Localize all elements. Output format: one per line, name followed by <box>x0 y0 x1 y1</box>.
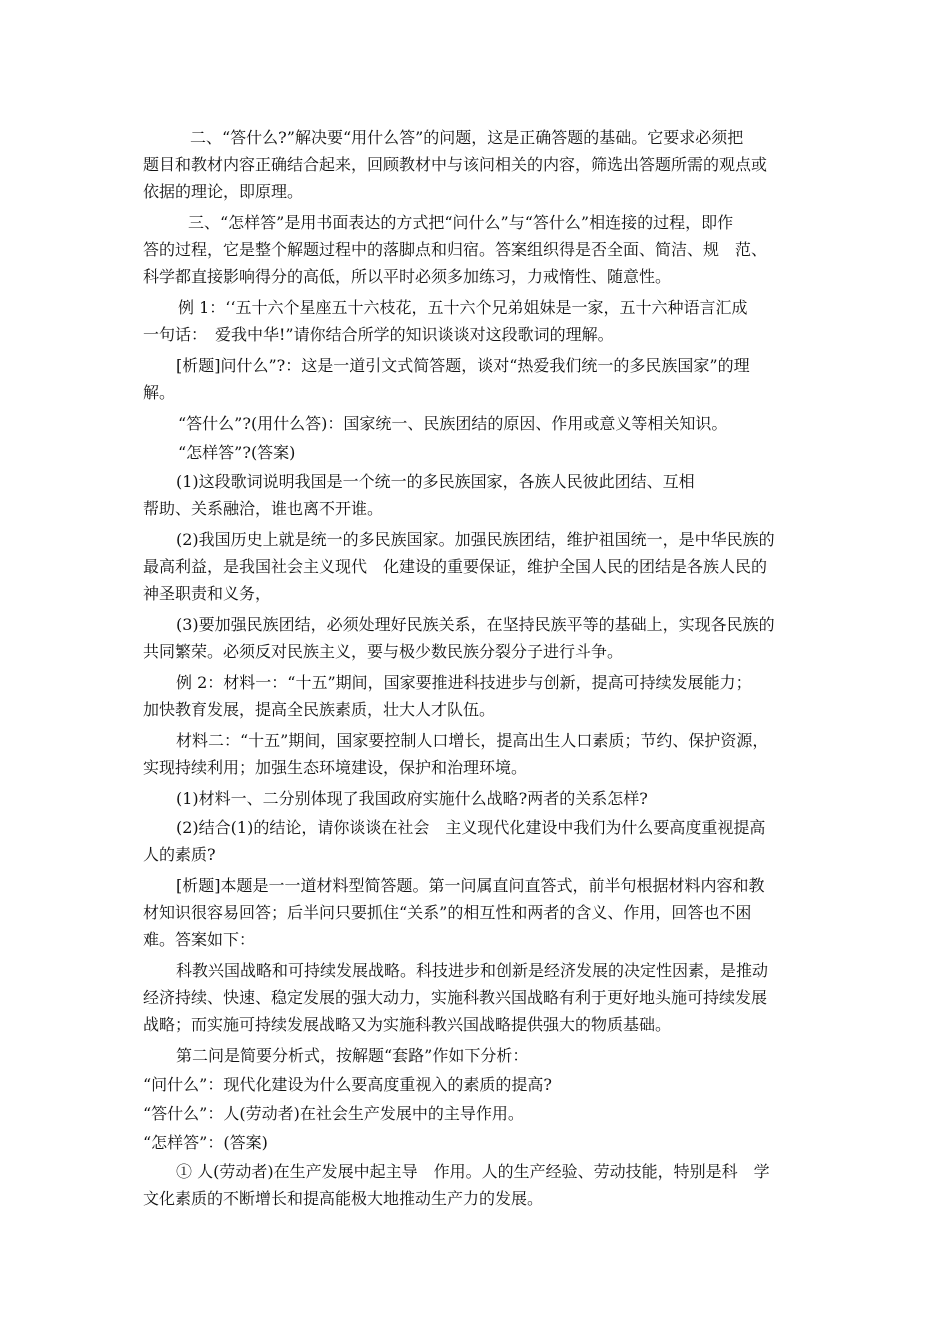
text-line: (3)要加强民族团结，必须处理好民族关系，在坚持民族平等的基础上，实现各民族的 <box>176 615 775 634</box>
text-line: 第二问是简要分析式，按解题“套路”作如下分析： <box>176 1046 529 1065</box>
text-line: 解。 <box>143 383 176 402</box>
text-line: 材知识很容易回答；后半问只要抓住“关系”的相互性和两者的含义、作用，回答也不困 <box>143 903 752 922</box>
text-line: 三、“怎样答”是用书面表达的方式把“问什么”与“答什么”相连接的过程，即作 <box>188 213 734 232</box>
text-line: 科学都直接影响得分的高低，所以平时必须多加练习，力戒惰性、随意性。 <box>143 267 672 286</box>
text-line: 神圣职责和义务， <box>143 584 272 603</box>
text-line: “答什么”?(用什么答)：国家统一、民族团结的原因、作用或意义等相关知识。 <box>178 414 728 433</box>
text-line: 材料二：“十五”期间，国家要控制人口增长，提高出生人口素质；节约、保护资源， <box>176 731 769 750</box>
text-line: 题目和教材内容正确结合起来，回顾教材中与该问相关的内容，筛选出答题所需的观点或 <box>143 155 768 174</box>
text-line: 加快教育发展，提高全民族素质，壮大人才队伍。 <box>143 700 496 719</box>
text-line: 例 1：‘‘五十六个星座五十六枝花，五十六个兄弟姐妹是一家，五十六种语言汇成 <box>178 298 748 317</box>
text-line: “问什么”：现代化建设为什么要高度重视入的素质的提高? <box>143 1075 552 1094</box>
text-line: (1)这段歌词说明我国是一个统一的多民族国家，各族人民彼此团结、互相 <box>176 472 695 491</box>
text-line: ① 人(劳动者)在生产发展中起主导 作用。人的生产经验、劳动技能，特别是科 学 <box>176 1162 770 1181</box>
text-line: 实现持续利用；加强生态环境建设，保护和治理环境。 <box>143 758 528 777</box>
text-line: (2)我国历史上就是统一的多民族国家。加强民族团结，维护祖国统一，是中华民族的 <box>176 530 775 549</box>
text-line: 科教兴国战略和可持续发展战略。科技进步和创新是经济发展的决定性因素，是推动 <box>176 961 769 980</box>
text-line: (1)材料一、二分别体现了我国政府实施什么战略?两者的关系怎样? <box>176 789 648 808</box>
text-line: 文化素质的不断增长和提高能极大地推动生产力的发展。 <box>143 1189 544 1208</box>
text-line: 难。答案如下： <box>143 930 256 949</box>
text-line: “答什么”：人(劳动者)在社会生产发展中的主导作用。 <box>143 1104 524 1123</box>
text-line: 依据的理论，即原理。 <box>143 182 304 201</box>
text-line: [析题]问什么”?：这是一道引文式简答题，谈对“热爱我们统一的多民族国家”的理 <box>176 356 750 375</box>
text-line: 战略；而实施可持续发展战略又为实施科教兴国战略提供强大的物质基础。 <box>143 1015 672 1034</box>
text-line: 人的素质? <box>143 845 216 864</box>
text-line: [析题]本题是一一道材料型简答题。第一问属直问直答式，前半句根据材料内容和教 <box>176 876 765 895</box>
text-line: 答的过程，它是整个解题过程中的落脚点和归宿。答案组织得是否全面、简洁、规 范、 <box>143 240 768 259</box>
text-line: 一句话： 爱我中华!”请你结合所学的知识谈谈对这段歌词的理解。 <box>143 325 614 344</box>
text-line: 共同繁荣。必须反对民族主义，要与极少数民族分裂分子进行斗争。 <box>143 642 624 661</box>
text-line: “怎样答”?(答案) <box>178 443 296 462</box>
text-line: (2)结合(1)的结论，请你谈谈在社会 主义现代化建设中我们为什么要高度重视提高 <box>176 818 766 837</box>
text-line: 二、“答什么?”解决要“用什么答”的问题，这是正确答题的基础。它要求必须把 <box>190 128 744 147</box>
text-line: 帮助、关系融洽，谁也离不开谁。 <box>143 499 384 518</box>
text-line: 例 2：材料一：“十五”期间，国家要推进科技进步与创新，提高可持续发展能力； <box>176 673 752 692</box>
text-line: 经济持续、快速、稳定发展的强大动力，实施科教兴国战略有利于更好地头施可持续发展 <box>143 988 768 1007</box>
text-line: “怎样答”：(答案) <box>143 1133 268 1152</box>
text-line: 最高利益，是我国社会主义现代 化建设的重要保证，维护全国人民的团结是各族人民的 <box>143 557 768 576</box>
